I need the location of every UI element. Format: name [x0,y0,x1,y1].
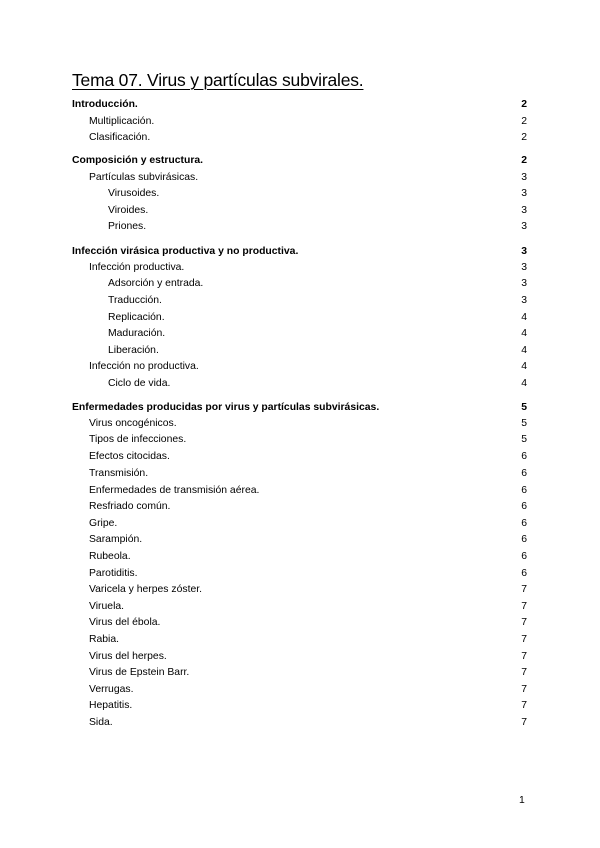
toc-entry-page: 5 [521,418,527,429]
toc-entry-page: 2 [521,155,527,166]
toc-entry-page: 3 [521,188,527,199]
toc-entry-text: Traducción. [108,295,162,306]
toc-entry-text: Hepatitis. [89,700,133,711]
toc-entry[interactable] [89,359,527,375]
toc-entry[interactable] [89,416,527,432]
toc-entry-page: 6 [521,501,527,512]
toc-entry-page: 2 [521,132,527,143]
toc-entry[interactable] [108,186,527,202]
toc-entry[interactable] [72,153,527,169]
toc-entry-text: Enfermedades de transmisión aérea. [89,485,260,496]
toc-entry-text: Virus del herpes. [89,651,167,662]
toc-entry-page: 7 [521,617,527,628]
toc-entry-page: 3 [521,278,527,289]
toc-entry-text: Virusoides. [108,188,160,199]
toc-entry-page: 4 [521,378,527,389]
toc-entry-text: Adsorción y entrada. [108,278,204,289]
toc-entry-text: Viroides. [108,205,149,216]
toc-entry-page: 7 [521,700,527,711]
toc-entry[interactable] [89,483,527,499]
toc-entry-text: Tipos de infecciones. [89,434,187,445]
toc-entry-page: 3 [521,205,527,216]
toc-entry-text: Varicela y herpes zóster. [89,584,203,595]
toc-entry[interactable] [72,97,527,113]
toc-entry[interactable] [89,449,527,465]
toc-entry-text: Efectos citocidas. [89,451,170,462]
toc-entry[interactable] [108,376,527,392]
toc-entry[interactable] [89,432,527,448]
toc-entry[interactable] [108,310,527,326]
toc-entry-text: Clasificación. [89,132,151,143]
toc-entry-page: 3 [521,221,527,232]
toc-entry[interactable] [89,715,527,731]
toc-entry-page: 7 [521,584,527,595]
toc-entry-page: 3 [521,246,527,257]
toc-entry-text: Virus oncogénicos. [89,418,177,429]
toc-entry-page: 4 [521,345,527,356]
toc-entry[interactable] [89,566,527,582]
toc-entry-text: Verrugas. [89,684,134,695]
toc-entry-text: Maduración. [108,328,166,339]
toc-entry-text: Enfermedades producidas por virus y partículas subvirásicas. [72,402,380,413]
toc-entry-text: Parotiditis. [89,568,138,579]
toc-entry-page: 5 [521,402,527,413]
toc-entry[interactable] [108,276,527,292]
toc-entry-page: 7 [521,717,527,728]
toc-entry[interactable] [89,649,527,665]
toc-entry[interactable] [89,532,527,548]
toc-entry[interactable] [89,130,527,146]
toc-entry-text: Virus del ébola. [89,617,161,628]
toc-entry-text: Virus de Epstein Barr. [89,667,190,678]
toc-entry-text: Multiplicación. [89,116,155,127]
toc-entry[interactable] [89,499,527,515]
toc-entry-page: 7 [521,667,527,678]
toc-entry[interactable] [89,516,527,532]
toc-entry[interactable] [89,114,527,130]
toc-entry-text: Liberación. [108,345,159,356]
toc-entry-page: 2 [521,116,527,127]
toc-entry-page: 7 [521,634,527,645]
toc-entry[interactable] [89,582,527,598]
toc-entry-text: Resfriado común. [89,501,171,512]
toc-entry-page: 4 [521,328,527,339]
toc-entry-page: 6 [521,451,527,462]
toc-entry-page: 6 [521,468,527,479]
toc-entry-text: Sida. [89,717,113,728]
toc-entry[interactable] [89,698,527,714]
toc-entry[interactable] [89,260,527,276]
toc-entry-text: Rabia. [89,634,120,645]
toc-entry-page: 6 [521,485,527,496]
toc-entry-text: Transmisión. [89,468,149,479]
toc-entry-page: 3 [521,262,527,273]
toc-entry[interactable] [108,343,527,359]
toc-entry[interactable] [108,219,527,235]
toc-entry-page: 2 [521,99,527,110]
toc-entry-text: Infección no productiva. [89,361,199,372]
toc-entry-text: Rubeola. [89,551,131,562]
toc-entry[interactable] [89,632,527,648]
toc-entry[interactable] [108,326,527,342]
toc-entry-page: 5 [521,434,527,445]
toc-entry-page: 4 [521,361,527,372]
toc-entry-text: Sarampión. [89,534,143,545]
toc-entry-page: 7 [521,601,527,612]
toc-entry[interactable] [89,682,527,698]
toc-entry[interactable] [89,665,527,681]
toc-entry-page: 7 [521,684,527,695]
toc-entry[interactable] [89,170,527,186]
toc-entry[interactable] [89,615,527,631]
toc-entry-text: Priones. [108,221,147,232]
toc-entry[interactable] [89,549,527,565]
toc-entry[interactable] [72,400,527,416]
toc-entry-page: 6 [521,568,527,579]
toc-entry-page: 4 [521,312,527,323]
toc-entry-page: 6 [521,551,527,562]
toc-entry-page: 7 [521,651,527,662]
toc-entry[interactable] [89,466,527,482]
toc-entry[interactable] [72,244,527,260]
document-title: Tema 07. Virus y partículas subvirales. [72,70,364,90]
toc-entry[interactable] [108,293,527,309]
toc-entry[interactable] [108,203,527,219]
toc-entry-text: Replicación. [108,312,165,323]
toc-entry-text: Composición y estructura. [72,155,204,166]
toc-entry-page: 6 [521,518,527,529]
toc-entry-text: Partículas subvirásicas. [89,172,199,183]
toc-entry-text: Viruela. [89,601,125,612]
toc-entry-page: 3 [521,172,527,183]
toc-entry-text: Introducción. [72,99,138,110]
toc-entry[interactable] [89,599,527,615]
toc-entry-page: 6 [521,534,527,545]
page-number: 1 [519,795,525,806]
toc-entry-text: Infección productiva. [89,262,185,273]
toc-entry-text: Ciclo de vida. [108,378,171,389]
toc-entry-text: Infección virásica productiva y no productiva. [72,246,299,257]
toc-entry-text: Gripe. [89,518,118,529]
toc-entry-page: 3 [521,295,527,306]
